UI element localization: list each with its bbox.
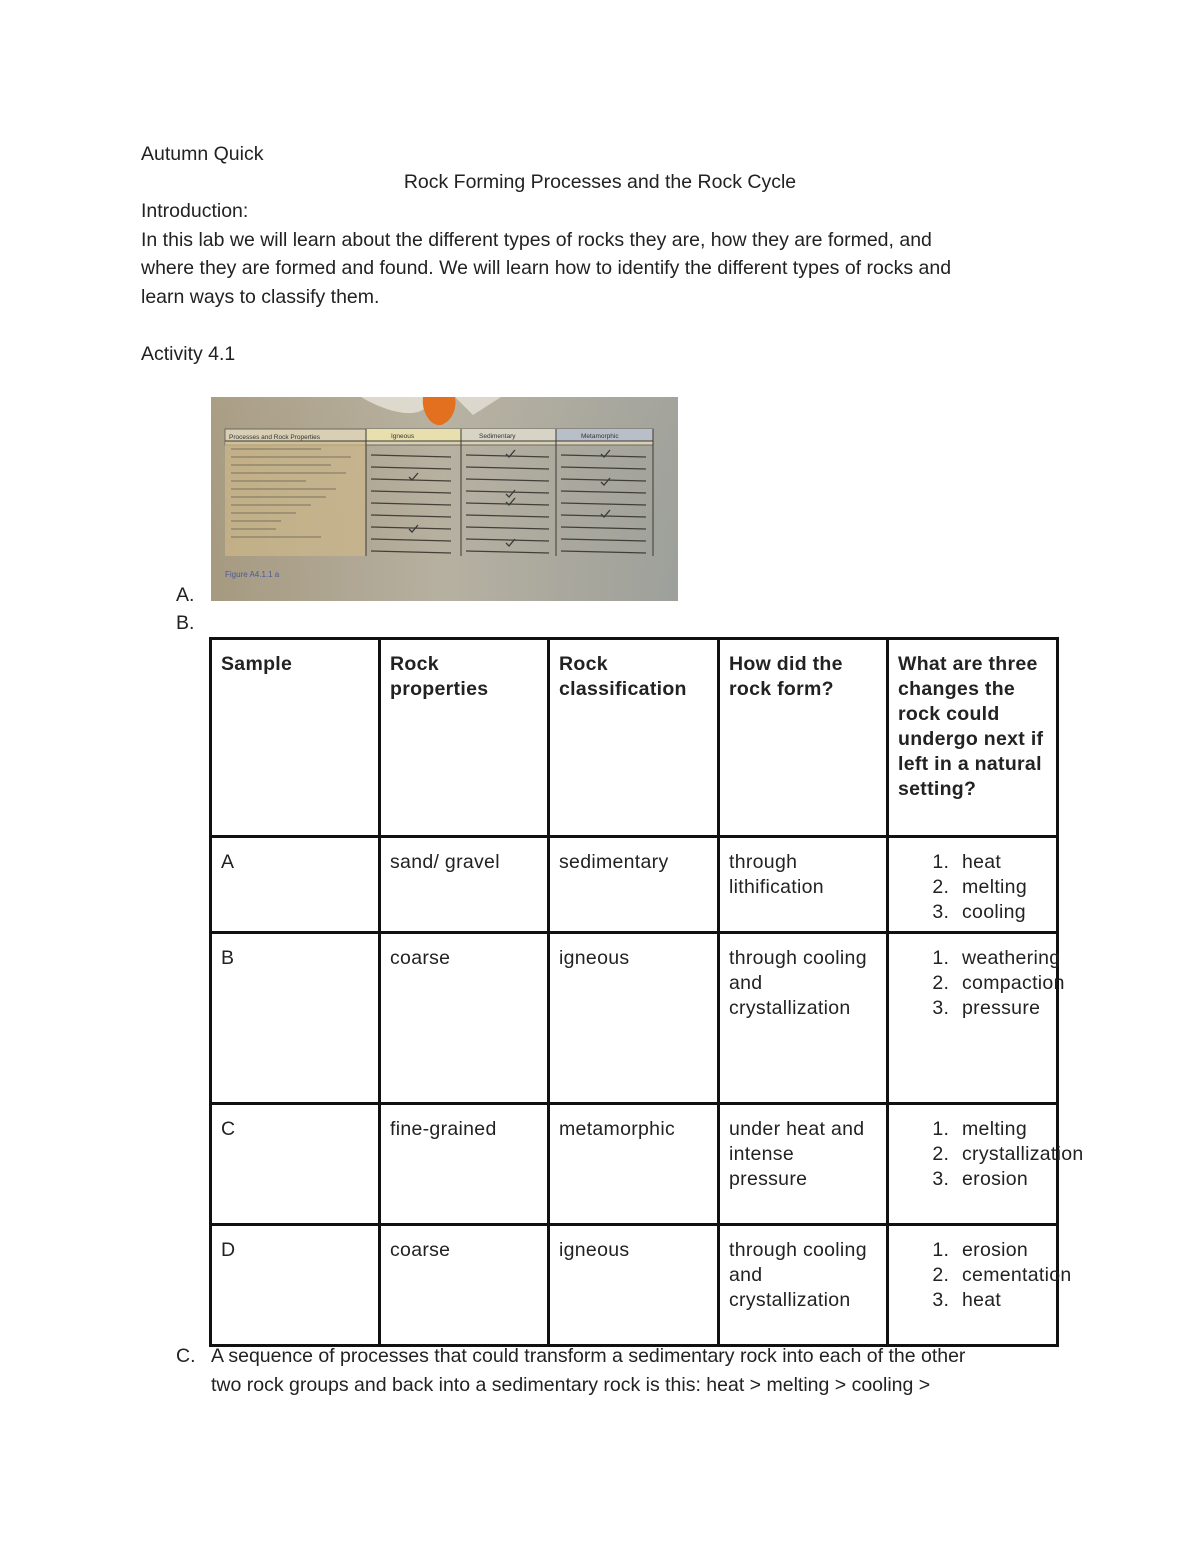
intro-line: learn ways to classify them. xyxy=(141,286,380,308)
table-row xyxy=(211,933,1058,1104)
intro-line: where they are formed and found. We will learn how to identify the different types of rocks and xyxy=(141,257,952,279)
change-item: 3. heat xyxy=(955,1288,1047,1313)
change-item: 2. melting xyxy=(955,875,1047,900)
author-name: Autumn Quick xyxy=(141,143,264,165)
change-item: 3. pressure xyxy=(955,996,1047,1021)
cell-changes xyxy=(888,1104,1084,1225)
cell-properties: fine-grained xyxy=(380,1104,549,1225)
header-how-formed: How did the rock form? xyxy=(719,639,888,837)
marker-c: C. xyxy=(176,1345,196,1367)
figure-header-igneous: Igneous xyxy=(391,433,415,440)
worksheet-photo xyxy=(211,397,678,601)
cell-properties: coarse xyxy=(380,933,549,1104)
cell-sample: D xyxy=(211,1225,380,1346)
figure-header-metamorphic: Metamorphic xyxy=(581,433,619,440)
cell-classification: metamorphic xyxy=(549,1104,719,1225)
marker-a: A. xyxy=(176,584,195,606)
cell-changes xyxy=(888,1225,1072,1346)
marker-b: B. xyxy=(176,612,195,634)
change-item: 2. cementation xyxy=(955,1263,1047,1288)
cell-properties: sand/ gravel xyxy=(380,837,549,933)
cell-sample: C xyxy=(211,1104,380,1225)
change-item: 1. heat xyxy=(955,850,1047,875)
answer-c-line: A sequence of processes that could transform a sedimentary rock into each of the other xyxy=(211,1345,966,1367)
change-item: 2. crystallization xyxy=(955,1142,1047,1167)
rock-samples-table xyxy=(209,637,1084,1347)
cell-classification: sedimentary xyxy=(549,837,719,933)
cell-changes xyxy=(888,933,1065,1104)
figure-header-processes: Processes and Rock Properties xyxy=(229,434,321,441)
change-item: 3. cooling xyxy=(955,900,1047,925)
cell-formed: through lithification xyxy=(719,837,888,933)
table-header-row xyxy=(211,639,1058,837)
table-row xyxy=(211,1104,1058,1225)
intro-line: In this lab we will learn about the different types of rocks they are, how they are formed, and xyxy=(141,229,932,251)
cell-properties: coarse xyxy=(380,1225,549,1346)
header-rock-classification: Rock classification xyxy=(549,639,719,837)
change-item: 1. erosion xyxy=(955,1238,1047,1263)
intro-heading: Introduction: xyxy=(141,200,249,222)
table-row xyxy=(211,837,1058,933)
figure-header-sedimentary: Sedimentary xyxy=(479,433,516,440)
cell-formed: under heat and intense pressure xyxy=(719,1104,888,1225)
activity-heading: Activity 4.1 xyxy=(141,343,236,365)
cell-formed: through cooling and crystallization xyxy=(719,1225,888,1346)
answer-c-line: two rock groups and back into a sedimentary rock is this: heat > melting > cooling > xyxy=(211,1374,931,1396)
document-title: Rock Forming Processes and the Rock Cycle xyxy=(403,171,797,193)
header-rock-properties: Rock properties xyxy=(380,639,549,837)
cell-sample: A xyxy=(211,837,380,933)
cell-changes xyxy=(888,837,1058,933)
cell-classification: igneous xyxy=(549,933,719,1104)
cell-classification: igneous xyxy=(549,1225,719,1346)
table-row xyxy=(211,1225,1058,1346)
figure-caption: Figure A4.1.1 a xyxy=(225,570,280,579)
header-sample: Sample xyxy=(211,639,380,837)
cell-formed: through cooling and crystallization xyxy=(719,933,888,1104)
change-item: 2. compaction xyxy=(955,971,1047,996)
answer-c xyxy=(211,1342,965,1400)
change-item: 3. erosion xyxy=(955,1167,1047,1192)
change-item: 1. melting xyxy=(955,1117,1047,1142)
cell-sample: B xyxy=(211,933,380,1104)
change-item: 1. weathering xyxy=(955,946,1047,971)
header-three-changes: What are three changes the rock could undergo next if left in a natural setting? xyxy=(888,639,1058,837)
